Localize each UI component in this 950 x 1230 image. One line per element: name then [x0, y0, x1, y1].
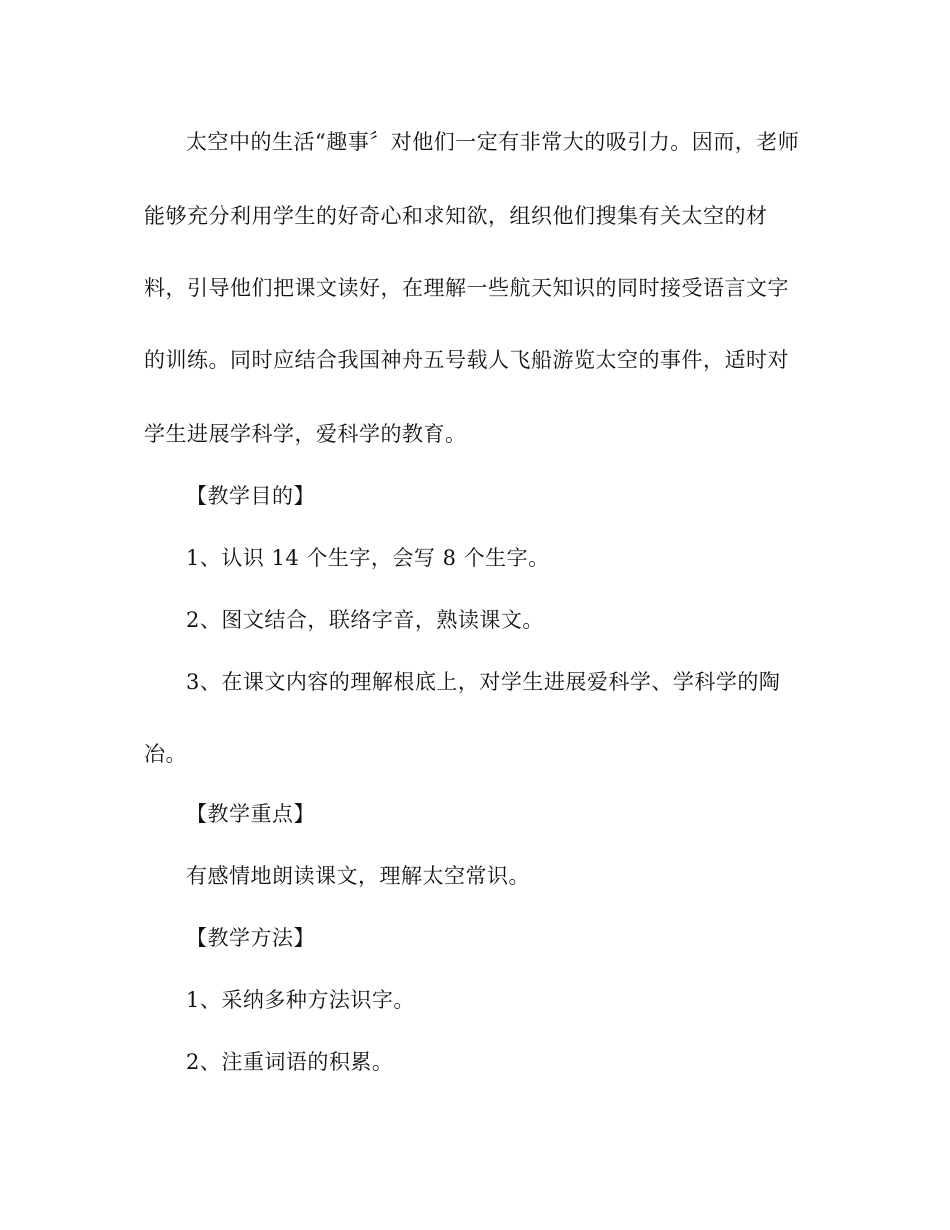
paragraph-line: 的训练。同时应结合我国神舟五号载人飞船游览太空的事件，适时对 [144, 348, 789, 372]
section-heading-key-points: 【教学重点】 [186, 802, 315, 826]
key-points-text: 有感情地朗读课文，理解太空常识。 [186, 864, 530, 888]
list-item: 1、认识 14 个生字，会写 8 个生字。 [186, 546, 550, 570]
paragraph-line: 料，引导他们把课文读好，在理解一些航天知识的同时接受语言文字 [144, 276, 789, 300]
paragraph-line: 太空中的生活“趣事〞对他们一定有非常大的吸引力。因而，老师 [186, 130, 800, 154]
list-item: 3、在课文内容的理解根底上，对学生进展爱科学、学科学的陶 [186, 670, 781, 694]
section-heading-methods: 【教学方法】 [186, 926, 315, 950]
list-item: 1、采纳多种方法识字。 [186, 988, 415, 1012]
list-item-continuation: 冶。 [144, 742, 187, 766]
section-heading-objectives: 【教学目的】 [186, 484, 315, 508]
paragraph-line: 学生进展学科学，爱科学的教育。 [144, 422, 467, 446]
list-item: 2、图文结合，联络字音，熟读课文。 [186, 608, 544, 632]
paragraph-line: 能够充分利用学生的好奇心和求知欲，组织他们搜集有关太空的材 [144, 204, 768, 228]
list-item: 2、注重词语的积累。 [186, 1050, 394, 1074]
